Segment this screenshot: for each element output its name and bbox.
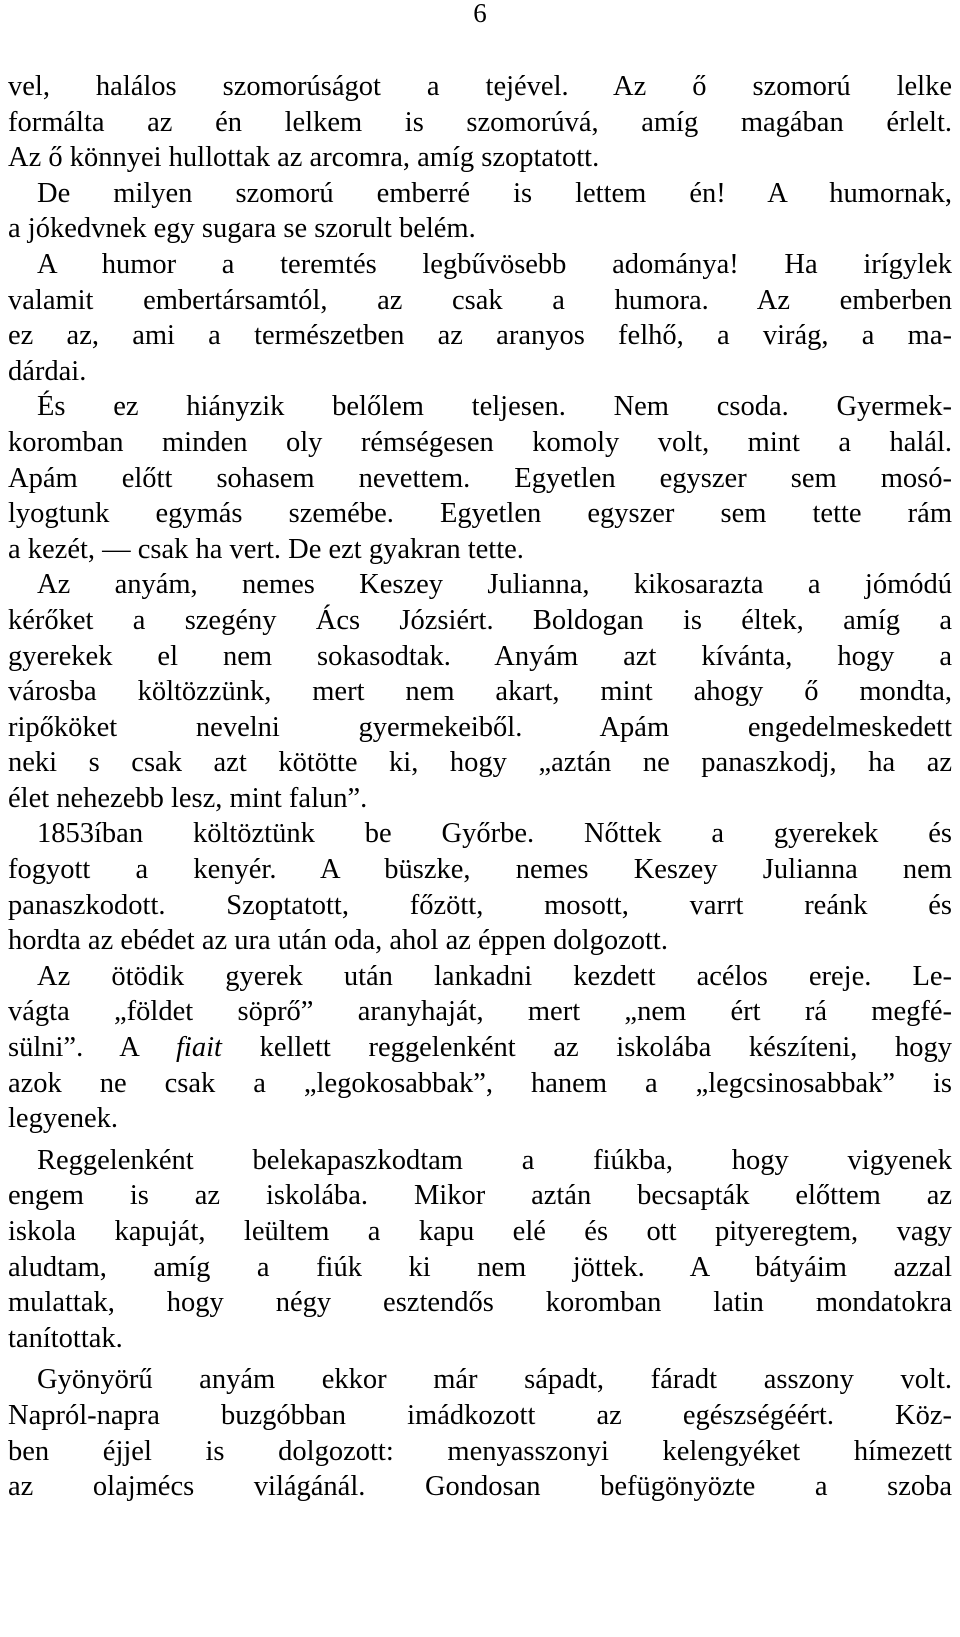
text-line: azok ne csak a „legokosabbak”, hanem a „legcsinosabbak” is — [8, 1067, 952, 1099]
text-line: ben éjjel is dolgozott: menyasszonyi kelengyéket hímezett — [8, 1435, 952, 1467]
text-line: Az ő könnyei hullottak az arcomra, amíg szoptatott. — [8, 142, 600, 174]
text-line: iskola kapuját, leültem a kapu elé és ott pityeregtem, vagy — [8, 1216, 952, 1247]
text-line: ez az, ami a természetben az aranyos felhő, a virág, a ma- — [8, 320, 952, 352]
text-line — [8, 1030, 952, 1066]
text-line: Gyönyörű anyám ekkor már sápadt, fáradt asszony volt. — [37, 1364, 952, 1396]
text-line: Apám előtt sohasem nevettem. Egyetlen egyszer sem mosó- — [8, 462, 952, 494]
text-line: az olajmécs világánál. Gondosan befügönyözte a szoba — [8, 1471, 952, 1503]
text-segment: sülni”. A — [8, 1032, 139, 1064]
page-number: 6 — [473, 0, 487, 28]
text-line: hordta az ebédet az ura után oda, ahol az éppen dolgozott. — [8, 925, 668, 957]
text-line: engem is az iskolába. Mikor aztán becsapták előttem az — [8, 1180, 952, 1212]
text-line: élet nehezebb lesz, mint falun”. — [8, 782, 368, 814]
text-line: Reggelenként belekapaszkodtam a fiúkba, hogy vigyenek — [37, 1144, 952, 1176]
text-line: kérőket a szegény Ács Józsiért. Boldogan is éltek, amíg a — [8, 604, 952, 636]
text-line: 1853íban költöztünk be Győrbe. Nőttek a gyerekek és — [37, 818, 952, 850]
text-line: panaszkodott. Szoptatott, főzött, mosott, varrt reánk és — [8, 889, 952, 921]
text-line: aludtam, amíg a fiúk ki nem jöttek. A bátyáim azzal — [8, 1251, 952, 1283]
text-line: De milyen szomorú emberré is lettem én! A humornak, — [37, 177, 952, 209]
text-line: fogyott a kenyér. A büszke, nemes Keszey Julianna nem — [8, 854, 952, 886]
text-line: vel, halálos szomorúságot a tejével. Az ő szomorú lelke — [8, 71, 952, 102]
text-line: gyerekek el nem sokasodtak. Anyám azt kívánta, hogy a — [8, 640, 952, 672]
text-line: dárdai. — [8, 355, 87, 387]
text-line: És ez hiányzik belőlem teljesen. Nem csoda. Gyermek- — [37, 391, 952, 423]
text-segment: kellett reggelenként az iskolába készíteni, hogy — [259, 1032, 953, 1064]
text-line: városba költözzünk, mert nem akart, mint ahogy ő mondta, — [8, 676, 952, 708]
text-line: a jókedvnek egy sugara se szorult belém. — [8, 213, 476, 245]
text-line: formálta az én lelkem is szomorúvá, amíg magában érlelt. — [8, 106, 952, 138]
text-line: neki s csak azt kötötte ki, hogy „aztán ne panaszkodj, ha az — [8, 747, 952, 779]
text-line: Napról-napra buzgóbban imádkozott az egészségéért. Köz- — [8, 1399, 952, 1431]
text-line: koromban minden oly rémségesen komoly volt, mint a halál. — [8, 426, 952, 458]
text-line: lyogtunk egymás szemébe. Egyetlen egyszer sem tette rám — [8, 498, 952, 530]
text-line: A humor a teremtés legbűvösebb adománya! Ha irígylek — [37, 248, 952, 280]
text-line: Az ötödik gyerek után lankadni kezdett acélos ereje. Le- — [37, 960, 952, 992]
text-line: ripőköket nevelni gyermekeiből. Apám engedelmeskedett — [8, 711, 952, 743]
text-line: Az anyám, nemes Keszey Julianna, kikosarazta a jómódú — [37, 569, 952, 601]
text-line: valamit embertársamtól, az csak a humora. Az emberben — [8, 284, 952, 316]
text-line: tanítottak. — [8, 1322, 123, 1354]
italic-word: fiait — [175, 1032, 222, 1064]
text-line: mulattak, hogy négy esztendős koromban latin mondatokra — [8, 1287, 952, 1319]
text-line: legyenek. — [8, 1103, 118, 1135]
text-line: vágta „földet söprő” aranyhaját, mert „nem ért rá megfé- — [8, 996, 952, 1028]
page-body-text — [8, 69, 952, 1505]
text-line: a kezét, — csak ha vert. De ezt gyakran tette. — [8, 533, 524, 565]
